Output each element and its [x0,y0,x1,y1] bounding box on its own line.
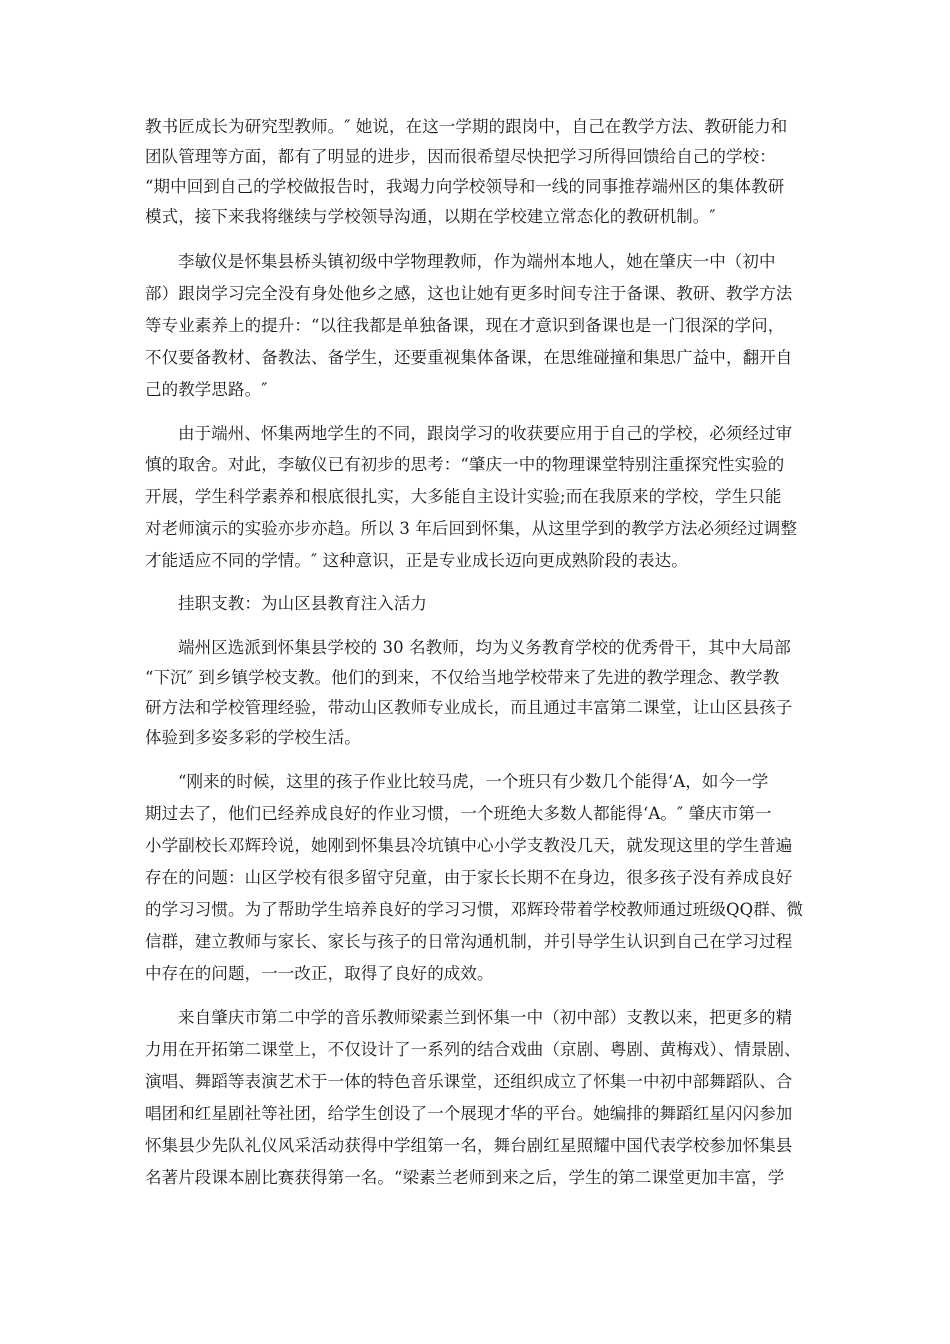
text-line: 唱团和红星剧社等社团，给学生创设了一个展现才华的平台。她编排的舞蹈红星闪闪参加 [145,1104,793,1123]
text-line: “期中回到自己的学校做报告时，我竭力向学校领导和一线的同事推荐端州区的集体教研 [145,177,785,196]
text-line: “刚来的时候，这里的孩子作业比较马虎，一个班只有少数几个能得‘A，如今一学 [178,772,769,791]
text-line: “下沉″ 到乡镇学校支教。他们的到来，不仅给当地学校带来了先进的教学理念、教学教 [145,668,780,687]
text-line: 端州区选派到怀集县学校的 30 名教师，均为义务教育学校的优秀骨干，其中大局部 [178,638,791,657]
text-line: 演唱、舞蹈等表演艺术于一体的特色音乐课堂，还组织成立了怀集一中初中部舞蹈队、合 [145,1072,793,1091]
text-line: 对老师演示的实验亦步亦趋。所以 3 年后回到怀集，从这里学到的教学方法必须经过调整 [145,519,798,538]
text-line: 慎的取舍。对此，李敏仪已有初步的思考：“肇庆一中的物理课堂特别注重探究性实验的 [145,455,785,474]
text-line: 由于端州、怀集两地学生的不同，跟岗学习的收获要应用于自己的学校，必须经过审 [178,424,793,443]
text-line: 期过去了，他们已经养成良好的作业习惯，一个班绝大多数人都能得‘A。″ 肇庆市第一 [145,804,772,823]
text-line: 力用在开拓第二课堂上，不仅设计了一系列的结合戏曲（京剧、粤剧、黄梅戏）、情景剧、 [145,1040,801,1059]
text-line: 来自肇庆市第二中学的音乐教师梁素兰到怀集一中（初中部）支教以来，把更多的精 [178,1008,793,1027]
text-line: 研方法和学校管理经验，带动山区教师专业成长，而且通过丰富第二课堂，让山区县孩子 [145,698,793,717]
text-line: 不仅要备教材、备教法、备学生，还要重视集体备课，在思维碰撞和集思广益中，翻开自 [145,348,793,367]
text-line: 教书匠成长为研究型教师。″ 她说，在这一学期的跟岗中，自己在教学方法、教研能力和 [145,117,788,136]
text-line: 信群，建立教师与家长、家长与孩子的日常沟通机制，并引导学生认识到自己在学习过程 [145,932,793,951]
text-line: 部）跟岗学习完全没有身处他乡之感，这也让她有更多时间专注于备课、教研、教学方法 [145,284,793,303]
text-line: 挂职支教：为山区县教育注入活力 [178,594,427,613]
text-line: 中存在的问题，一一改正，取得了良好的成效。 [145,964,494,983]
text-line: 模式，接下来我将继续与学校领导沟通，以期在学校建立常态化的教研机制。″ [145,207,716,226]
text-line: 的学习习惯。为了帮助学生培养良好的学习习惯，邓辉玲带着学校教师通过班级QQ群、微 [145,900,804,919]
text-line: 名著片段课本剧比赛获得第一名。“梁素兰老师到来之后，学生的第二课堂更加丰富，学 [145,1168,785,1187]
text-line: 己的教学思路。″ [145,380,268,399]
text-line: 存在的问题：山区学校有很多留守兒童，由于家长长期不在身边，很多孩子没有养成良好 [145,868,793,887]
text-line: 团队管理等方面，都有了明显的进步，因而很希望尽快把学习所得回馈给自己的学校： [145,147,776,166]
text-line: 小学副校长邓辉玲说，她刚到怀集县冷坑镇中心小学支教没几天，就发现这里的学生普遍 [145,836,793,855]
text-line: 怀集县少先队礼仪风采活动获得中学组第一名，舞台剧红星照耀中国代表学校参加怀集县 [145,1136,793,1155]
text-line: 才能适应不同的学情。″ 这种意识，正是专业成长迈向更成熟阶段的表达。 [145,551,688,570]
text-line: 体验到多姿多彩的学校生活。 [145,728,361,747]
text-line: 开展，学生科学素养和根底很扎实，大多能自主设计实验;而在我原来的学校，学生只能 [145,487,782,506]
text-line: 李敏仪是怀集县桥头镇初级中学物理教师，作为端州本地人，她在肇庆一中（初中 [178,252,776,271]
text-line: 等专业素养上的提升：“以往我都是单独备课，现在才意识到备课也是一门很深的学问， [145,316,785,335]
